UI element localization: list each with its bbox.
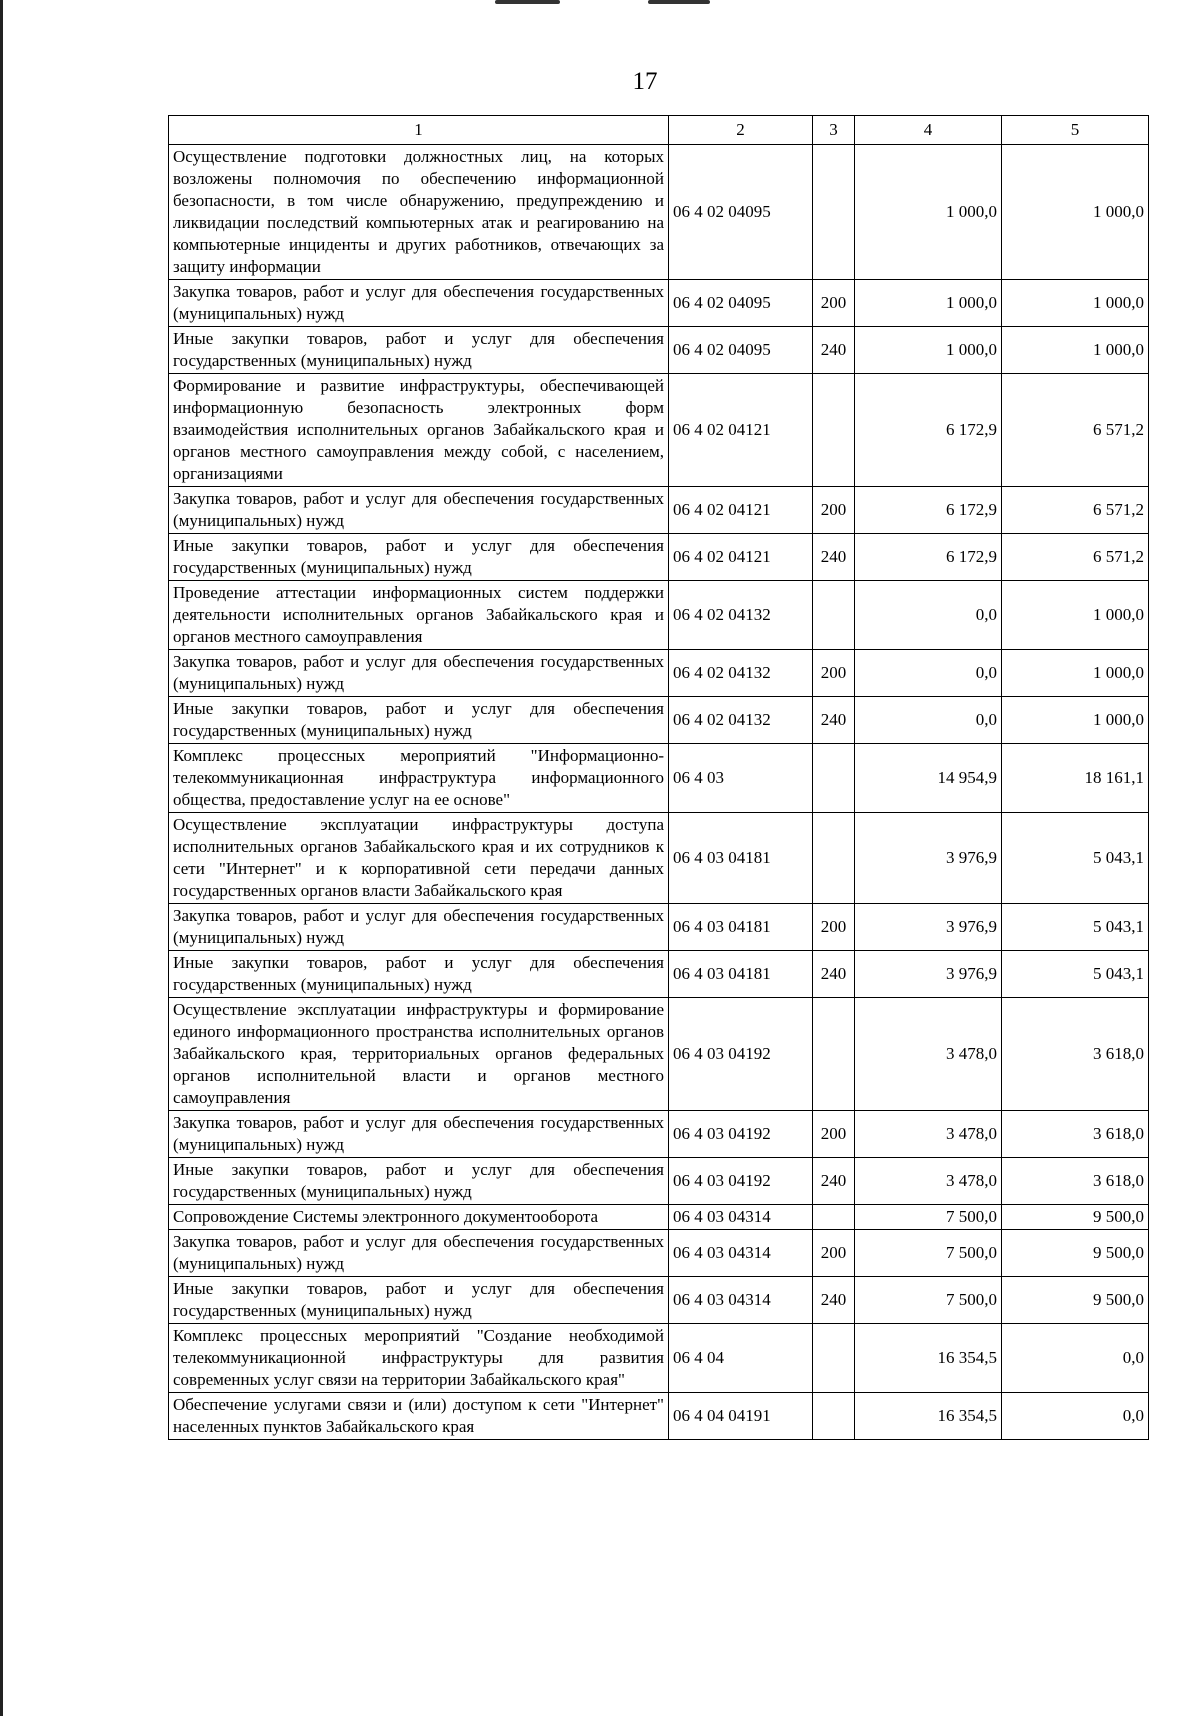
- table-row: [169, 1230, 1149, 1277]
- row-description: Закупка товаров, работ и услуг для обеспечения государственных (муниципальных) нужд: [169, 487, 669, 534]
- row-amount-col5: 9 500,0: [1002, 1205, 1149, 1230]
- row-description: Обеспечение услугами связи и (или) доступом к сети "Интернет" населенных пунктов Забайкальского края: [169, 1393, 669, 1440]
- row-code: 06 4 04: [669, 1324, 813, 1393]
- table-row: [169, 1205, 1149, 1230]
- scan-edge: [0, 0, 3, 1716]
- column-header: 4: [855, 116, 1002, 145]
- table-row: [169, 904, 1149, 951]
- row-description: Комплекс процессных мероприятий "Информационно-телекоммуникационная инфраструктура информационного общества, предоставление услуг на ее основе": [169, 744, 669, 813]
- table-row: [169, 487, 1149, 534]
- row-amount-col5: 3 618,0: [1002, 1111, 1149, 1158]
- row-amount-col4: 3 976,9: [855, 951, 1002, 998]
- row-expense-type: [813, 998, 855, 1111]
- table-header-row: [169, 116, 1149, 145]
- row-expense-type: 200: [813, 280, 855, 327]
- row-code: 06 4 03 04314: [669, 1277, 813, 1324]
- row-amount-col4: 3 478,0: [855, 1111, 1002, 1158]
- column-header: 2: [669, 116, 813, 145]
- row-description: Закупка товаров, работ и услуг для обеспечения государственных (муниципальных) нужд: [169, 904, 669, 951]
- row-code: 06 4 02 04132: [669, 650, 813, 697]
- budget-table: [168, 115, 1149, 1440]
- row-code: 06 4 03: [669, 744, 813, 813]
- scan-artifact: [648, 0, 710, 4]
- row-code: 06 4 02 04121: [669, 487, 813, 534]
- row-expense-type: 200: [813, 1230, 855, 1277]
- row-expense-type: 240: [813, 1158, 855, 1205]
- column-header: 3: [813, 116, 855, 145]
- scan-artifact: [495, 0, 560, 4]
- row-amount-col4: 0,0: [855, 581, 1002, 650]
- row-code: 06 4 04 04191: [669, 1393, 813, 1440]
- row-expense-type: 200: [813, 650, 855, 697]
- row-code: 06 4 03 04192: [669, 1158, 813, 1205]
- row-amount-col4: 1 000,0: [855, 280, 1002, 327]
- table-row: [169, 813, 1149, 904]
- row-description: Осуществление эксплуатации инфраструктуры и формирование единого информационного пространства исполнительных органов Забайкальского края, территориальных органов федеральных органов исполнительной власти и органов местного самоуправления: [169, 998, 669, 1111]
- row-amount-col4: 6 172,9: [855, 534, 1002, 581]
- row-amount-col5: 0,0: [1002, 1393, 1149, 1440]
- table-row: [169, 998, 1149, 1111]
- row-amount-col5: 0,0: [1002, 1324, 1149, 1393]
- row-amount-col5: 6 571,2: [1002, 534, 1149, 581]
- row-code: 06 4 02 04132: [669, 581, 813, 650]
- table-row: [169, 1111, 1149, 1158]
- row-amount-col5: 1 000,0: [1002, 280, 1149, 327]
- row-amount-col4: 6 172,9: [855, 374, 1002, 487]
- row-description: Проведение аттестации информационных систем поддержки деятельности исполнительных органов Забайкальского края и органов местного самоуправления: [169, 581, 669, 650]
- row-description: Иные закупки товаров, работ и услуг для обеспечения государственных (муниципальных) нужд: [169, 327, 669, 374]
- row-amount-col4: 6 172,9: [855, 487, 1002, 534]
- row-expense-type: [813, 145, 855, 280]
- row-code: 06 4 02 04095: [669, 145, 813, 280]
- row-description: Осуществление эксплуатации инфраструктуры доступа исполнительных органов Забайкальского края и их сотрудников к сети "Интернет" и к корпоративной сети передачи данных государственных органов власти Забайкальского края: [169, 813, 669, 904]
- column-header: 5: [1002, 116, 1149, 145]
- row-description: Иные закупки товаров, работ и услуг для обеспечения государственных (муниципальных) нужд: [169, 1158, 669, 1205]
- row-amount-col5: 5 043,1: [1002, 951, 1149, 998]
- row-description: Иные закупки товаров, работ и услуг для обеспечения государственных (муниципальных) нужд: [169, 697, 669, 744]
- row-amount-col4: 14 954,9: [855, 744, 1002, 813]
- row-code: 06 4 02 04095: [669, 280, 813, 327]
- row-description: Иные закупки товаров, работ и услуг для обеспечения государственных (муниципальных) нужд: [169, 951, 669, 998]
- row-code: 06 4 03 04192: [669, 998, 813, 1111]
- row-amount-col4: 3 478,0: [855, 998, 1002, 1111]
- row-amount-col5: 1 000,0: [1002, 697, 1149, 744]
- row-amount-col5: 6 571,2: [1002, 374, 1149, 487]
- row-expense-type: [813, 1393, 855, 1440]
- row-amount-col4: 0,0: [855, 697, 1002, 744]
- row-amount-col5: 9 500,0: [1002, 1230, 1149, 1277]
- row-expense-type: 240: [813, 697, 855, 744]
- row-expense-type: 200: [813, 487, 855, 534]
- row-expense-type: 240: [813, 534, 855, 581]
- row-expense-type: 240: [813, 327, 855, 374]
- row-amount-col5: 1 000,0: [1002, 145, 1149, 280]
- row-expense-type: 240: [813, 1277, 855, 1324]
- row-description: Иные закупки товаров, работ и услуг для обеспечения государственных (муниципальных) нужд: [169, 534, 669, 581]
- row-amount-col4: 7 500,0: [855, 1230, 1002, 1277]
- table-row: [169, 1393, 1149, 1440]
- row-code: 06 4 03 04314: [669, 1205, 813, 1230]
- row-expense-type: [813, 581, 855, 650]
- row-expense-type: [813, 374, 855, 487]
- row-description: Закупка товаров, работ и услуг для обеспечения государственных (муниципальных) нужд: [169, 1111, 669, 1158]
- table-row: [169, 374, 1149, 487]
- row-description: Формирование и развитие инфраструктуры, обеспечивающей информационную безопасность электронных форм взаимодействия исполнительных органов Забайкальского края и органов местного самоуправления между собой, с населением, организациями: [169, 374, 669, 487]
- row-expense-type: [813, 1324, 855, 1393]
- row-description: Иные закупки товаров, работ и услуг для обеспечения государственных (муниципальных) нужд: [169, 1277, 669, 1324]
- row-description: Закупка товаров, работ и услуг для обеспечения государственных (муниципальных) нужд: [169, 280, 669, 327]
- table-row: [169, 327, 1149, 374]
- row-amount-col5: 5 043,1: [1002, 904, 1149, 951]
- table-row: [169, 650, 1149, 697]
- row-description: Закупка товаров, работ и услуг для обеспечения государственных (муниципальных) нужд: [169, 650, 669, 697]
- row-amount-col4: 16 354,5: [855, 1393, 1002, 1440]
- row-amount-col4: 1 000,0: [855, 327, 1002, 374]
- table-row: [169, 1324, 1149, 1393]
- column-header: 1: [169, 116, 669, 145]
- table-row: [169, 744, 1149, 813]
- row-code: 06 4 03 04181: [669, 813, 813, 904]
- table-row: [169, 534, 1149, 581]
- row-amount-col4: 3 976,9: [855, 904, 1002, 951]
- row-code: 06 4 03 04192: [669, 1111, 813, 1158]
- row-description: Осуществление подготовки должностных лиц, на которых возложены полномочия по обеспечению информационной безопасности, в том числе обнаружению, предупреждению и ликвидации последствий компьютерных атак и реагированию на компьютерные инциденты и других работников, отвечающих за защиту информации: [169, 145, 669, 280]
- row-description: Закупка товаров, работ и услуг для обеспечения государственных (муниципальных) нужд: [169, 1230, 669, 1277]
- row-expense-type: 240: [813, 951, 855, 998]
- row-expense-type: [813, 744, 855, 813]
- row-expense-type: [813, 813, 855, 904]
- table-row: [169, 145, 1149, 280]
- row-amount-col5: 9 500,0: [1002, 1277, 1149, 1324]
- row-amount-col5: 3 618,0: [1002, 998, 1149, 1111]
- table-row: [169, 1158, 1149, 1205]
- row-code: 06 4 03 04181: [669, 951, 813, 998]
- row-amount-col5: 3 618,0: [1002, 1158, 1149, 1205]
- row-code: 06 4 02 04132: [669, 697, 813, 744]
- row-code: 06 4 03 04181: [669, 904, 813, 951]
- table-row: [169, 951, 1149, 998]
- table-row: [169, 581, 1149, 650]
- row-amount-col4: 16 354,5: [855, 1324, 1002, 1393]
- table-row: [169, 1277, 1149, 1324]
- row-description: Сопровождение Системы электронного документооборота: [169, 1205, 669, 1230]
- row-amount-col4: 7 500,0: [855, 1205, 1002, 1230]
- row-code: 06 4 02 04121: [669, 374, 813, 487]
- table-row: [169, 697, 1149, 744]
- row-amount-col5: 6 571,2: [1002, 487, 1149, 534]
- page-number: 17: [632, 68, 658, 95]
- row-amount-col5: 1 000,0: [1002, 650, 1149, 697]
- row-expense-type: 200: [813, 1111, 855, 1158]
- table-row: [169, 280, 1149, 327]
- row-description: Комплекс процессных мероприятий "Создание необходимой телекоммуникационной инфраструктуры для развития современных услуг связи на территории Забайкальского края": [169, 1324, 669, 1393]
- row-code: 06 4 02 04095: [669, 327, 813, 374]
- row-code: 06 4 03 04314: [669, 1230, 813, 1277]
- row-amount-col4: 7 500,0: [855, 1277, 1002, 1324]
- row-amount-col4: 1 000,0: [855, 145, 1002, 280]
- row-amount-col4: 3 976,9: [855, 813, 1002, 904]
- row-code: 06 4 02 04121: [669, 534, 813, 581]
- row-amount-col4: 3 478,0: [855, 1158, 1002, 1205]
- row-expense-type: [813, 1205, 855, 1230]
- row-amount-col5: 18 161,1: [1002, 744, 1149, 813]
- row-amount-col4: 0,0: [855, 650, 1002, 697]
- row-expense-type: 200: [813, 904, 855, 951]
- row-amount-col5: 5 043,1: [1002, 813, 1149, 904]
- row-amount-col5: 1 000,0: [1002, 327, 1149, 374]
- row-amount-col5: 1 000,0: [1002, 581, 1149, 650]
